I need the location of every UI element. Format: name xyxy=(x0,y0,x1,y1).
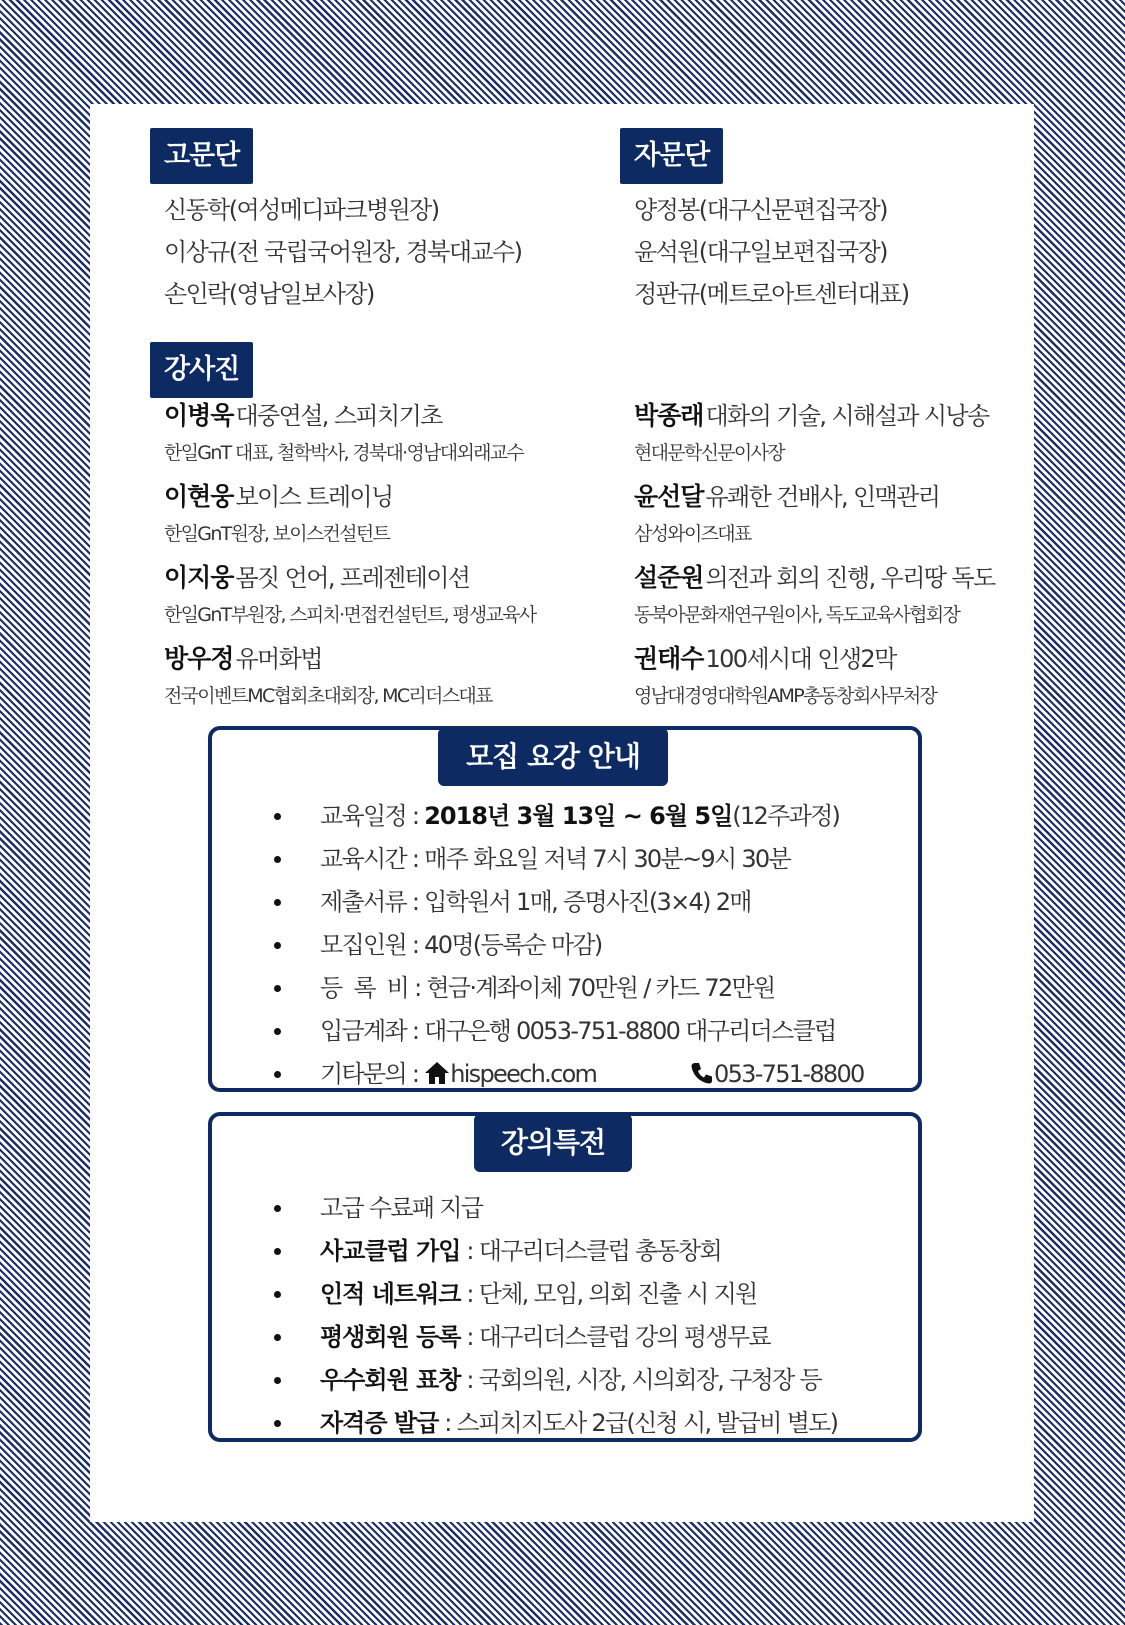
lecturer-name: 윤선달 xyxy=(634,482,704,511)
recruit-title: 모집 요강 안내 xyxy=(438,728,668,786)
lecturer-topic: 의전과 회의 진행, 우리땅 독도 xyxy=(705,564,995,592)
lecturer-desc: 삼성와이즈대표 xyxy=(634,523,751,545)
bullet-icon xyxy=(274,1291,281,1298)
lecturer-name: 이현웅 xyxy=(164,482,234,511)
phone-icon xyxy=(690,1061,714,1085)
advisor-item: 이상규(전 국립국어원장, 경북대교수) xyxy=(164,238,522,266)
list-item xyxy=(212,1052,918,1092)
quota-text: 모집인원 : 40명(등록순 마감) xyxy=(320,931,602,959)
lecturer-desc: 한일GnT부원장, 스피치·면접컨설턴트, 평생교육사 xyxy=(164,604,536,626)
schedule-note: (12주과정) xyxy=(732,802,840,830)
lecturer-entry xyxy=(164,558,469,594)
lecturer-desc: 한일GnT원장, 보이스컨설턴트 xyxy=(164,523,390,545)
lecturer-topic: 100세시대 인생2막 xyxy=(705,645,896,673)
list-item xyxy=(212,794,918,834)
lecturer-name: 설준원 xyxy=(634,563,704,592)
lecturer-topic: 보이스 트레이닝 xyxy=(235,483,393,511)
benefit-text xyxy=(320,1315,770,1359)
bullet-icon xyxy=(274,899,281,906)
lecturer-name: 이지웅 xyxy=(164,563,234,592)
benefit-text xyxy=(320,1272,757,1316)
lecturer-topic: 유머화법 xyxy=(235,645,322,673)
lecturer-name: 권태수 xyxy=(634,644,704,673)
lecturer-topic: 대중연설, 스피치기초 xyxy=(235,402,442,430)
lecturer-topic: 유쾌한 건배사, 인맥관리 xyxy=(705,483,940,511)
benefit-desc: : 대구리더스클럽 강의 평생무료 xyxy=(460,1323,770,1351)
recruit-box xyxy=(208,726,922,1092)
schedule-label: 교육일정 : xyxy=(320,802,425,830)
lecturer-entry xyxy=(634,558,995,594)
schedule-date: 2018년 3월 13일 ~ 6월 5일 xyxy=(424,802,733,830)
lecturer-entry xyxy=(634,396,989,432)
account-text: 입금계좌 : 대구은행 0053-751-8800 대구리더스클럽 xyxy=(320,1017,836,1045)
list-item xyxy=(212,923,918,963)
bullet-icon xyxy=(274,942,281,949)
bullet-icon xyxy=(274,813,281,820)
consultant-item: 정판규(메트로아트센터대표) xyxy=(634,280,909,308)
benefit-desc: : 단체, 모임, 의회 진출 시 지원 xyxy=(460,1280,757,1308)
benefit-text xyxy=(320,1401,837,1445)
bullet-icon xyxy=(274,1205,281,1212)
lecturer-entry xyxy=(634,639,896,675)
time-text: 교육시간 : 매주 화요일 저녁 7시 30분~9시 30분 xyxy=(320,845,790,873)
benefit-bold: 우수회원 표창 xyxy=(320,1366,461,1394)
benefit-bold: 평생회원 등록 xyxy=(320,1323,461,1351)
benefit-desc: : 대구리더스클럽 총동창회 xyxy=(460,1237,721,1265)
lecturer-name: 박종래 xyxy=(634,401,704,430)
benefit-desc: 고급 수료패 지급 xyxy=(320,1194,483,1222)
bullet-icon xyxy=(274,985,281,992)
lecturer-desc: 한일GnT 대표, 철학박사, 경북대·영남대외래교수 xyxy=(164,442,524,464)
consultant-item: 양정봉(대구신문편집국장) xyxy=(634,196,887,224)
fee-text: 등 록 비 : 현금·계좌이체 70만원 / 카드 72만원 xyxy=(320,974,775,1002)
lecturers-title: 강사진 xyxy=(150,342,253,398)
benefits-title: 강의특전 xyxy=(474,1114,632,1172)
lecturer-desc: 영남대경영대학원AMP총동창회사무처장 xyxy=(634,685,937,707)
content-panel xyxy=(90,104,1034,1522)
list-item xyxy=(212,1401,918,1441)
bullet-icon xyxy=(274,1377,281,1384)
bullet-icon xyxy=(274,1071,281,1078)
website-link[interactable]: hispeech.com xyxy=(450,1060,597,1088)
benefit-text xyxy=(320,1358,821,1402)
lecturer-entry xyxy=(164,477,393,513)
bullet-icon xyxy=(274,1248,281,1255)
contact-label: 기타문의 : xyxy=(320,1060,425,1088)
phone-text xyxy=(690,1052,864,1096)
lecturer-name: 방우정 xyxy=(164,644,234,673)
phone-number[interactable]: 053-751-8800 xyxy=(714,1060,864,1088)
consultants-title: 자문단 xyxy=(620,128,723,184)
list-item xyxy=(212,1186,918,1226)
consultant-item: 윤석원(대구일보편집국장) xyxy=(634,238,887,266)
lecturer-name: 이병욱 xyxy=(164,401,234,430)
lecturer-desc: 전국이벤트MC협회초대회장, MC리더스대표 xyxy=(164,685,492,707)
lecturer-entry xyxy=(164,639,322,675)
list-item xyxy=(212,1315,918,1355)
list-item xyxy=(212,1358,918,1398)
benefit-text xyxy=(320,1186,482,1230)
list-item xyxy=(212,1229,918,1269)
benefit-bold: 사교클럽 가입 xyxy=(320,1237,461,1265)
lecturer-topic: 몸짓 언어, 프레젠테이션 xyxy=(235,564,470,592)
list-item xyxy=(212,837,918,877)
schedule-text xyxy=(320,794,839,838)
benefit-text xyxy=(320,1229,721,1273)
home-icon xyxy=(424,1061,450,1085)
benefit-bold: 자격증 발급 xyxy=(320,1409,439,1437)
list-item xyxy=(212,880,918,920)
lecturer-entry xyxy=(634,477,939,513)
docs-text: 제출서류 : 입학원서 1매, 증명사진(3×4) 2매 xyxy=(320,888,751,916)
benefit-desc: : 국회의원, 시장, 시의회장, 구청장 등 xyxy=(460,1366,821,1394)
contact-text xyxy=(320,1052,596,1096)
list-item xyxy=(212,1272,918,1312)
lecturer-desc: 현대문학신문이사장 xyxy=(634,442,784,464)
advisors-title: 고문단 xyxy=(150,128,253,184)
lecturer-topic: 대화의 기술, 시해설과 시낭송 xyxy=(705,402,989,430)
bullet-icon xyxy=(274,1420,281,1427)
lecturer-entry xyxy=(164,396,442,432)
advisor-item: 손인락(영남일보사장) xyxy=(164,280,374,308)
benefits-box xyxy=(208,1112,922,1442)
bullet-icon xyxy=(274,856,281,863)
list-item xyxy=(212,1009,918,1049)
lecturer-desc: 동북아문화재연구원이사, 독도교육사협회장 xyxy=(634,604,960,626)
bullet-icon xyxy=(274,1334,281,1341)
list-item xyxy=(212,966,918,1006)
bullet-icon xyxy=(274,1028,281,1035)
benefit-bold: 인적 네트워크 xyxy=(320,1280,461,1308)
advisor-item: 신동학(여성메디파크병원장) xyxy=(164,196,439,224)
benefit-desc: : 스피치지도사 2급(신청 시, 발급비 별도) xyxy=(438,1409,838,1437)
